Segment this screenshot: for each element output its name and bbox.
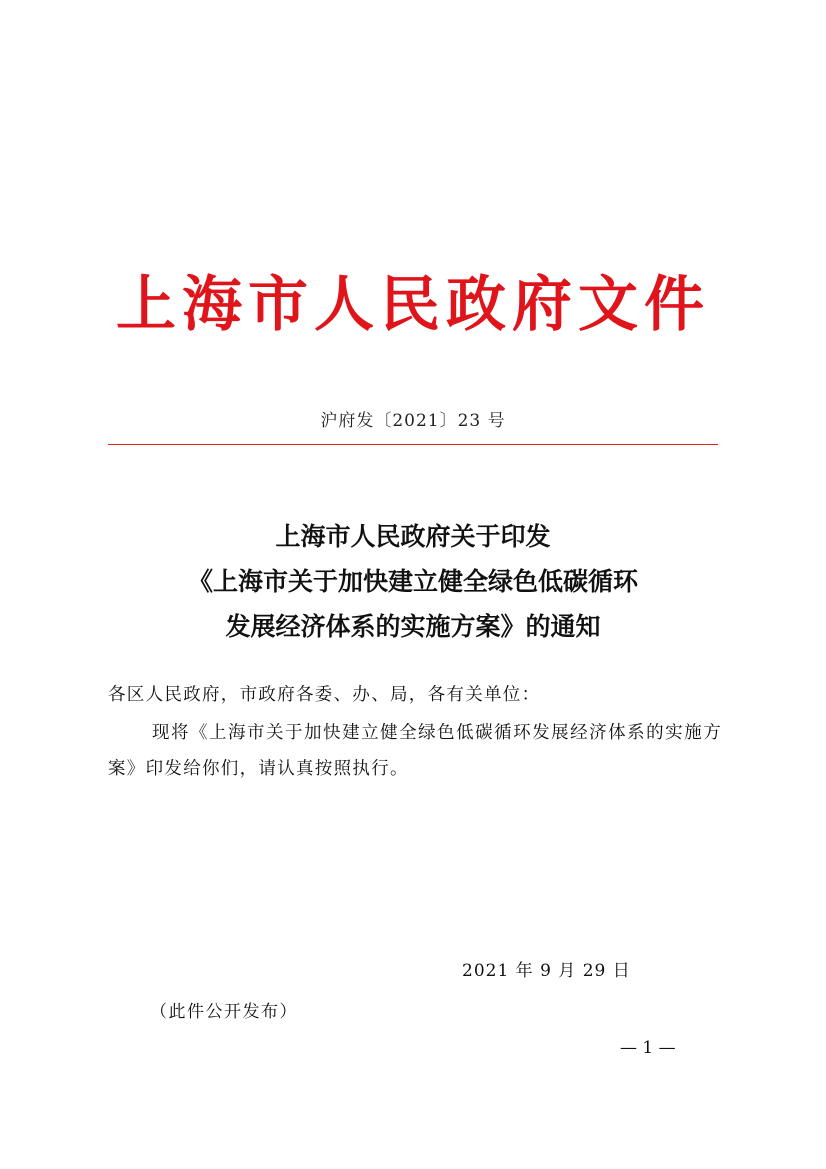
public-release-note: （此件公开发布） (150, 1002, 298, 1022)
masthead-title: 上海市人民政府文件 (116, 270, 710, 340)
document-number: 沪府发〔2021〕23 号 (320, 411, 506, 431)
title-line-1: 上海市人民政府关于印发 (275, 522, 551, 551)
title-line-3: 发展经济体系的实施方案》的通知 (225, 612, 601, 641)
issue-date: 2021 年 9 月 29 日 (462, 961, 631, 981)
notice-title (0, 514, 826, 649)
body-paragraph: 现将《上海市关于加快建立健全绿色低碳循环发展经济体系的实施方案》印发给你们，请认真按照执行。 (108, 723, 722, 779)
page-number: — 1 — (620, 1038, 676, 1058)
salutation: 各区人民政府，市政府各委、办、局，各有关单位： (108, 685, 541, 705)
red-divider-line (108, 444, 718, 445)
title-line-2: 《上海市关于加快建立健全绿色低碳循环 (187, 567, 638, 596)
